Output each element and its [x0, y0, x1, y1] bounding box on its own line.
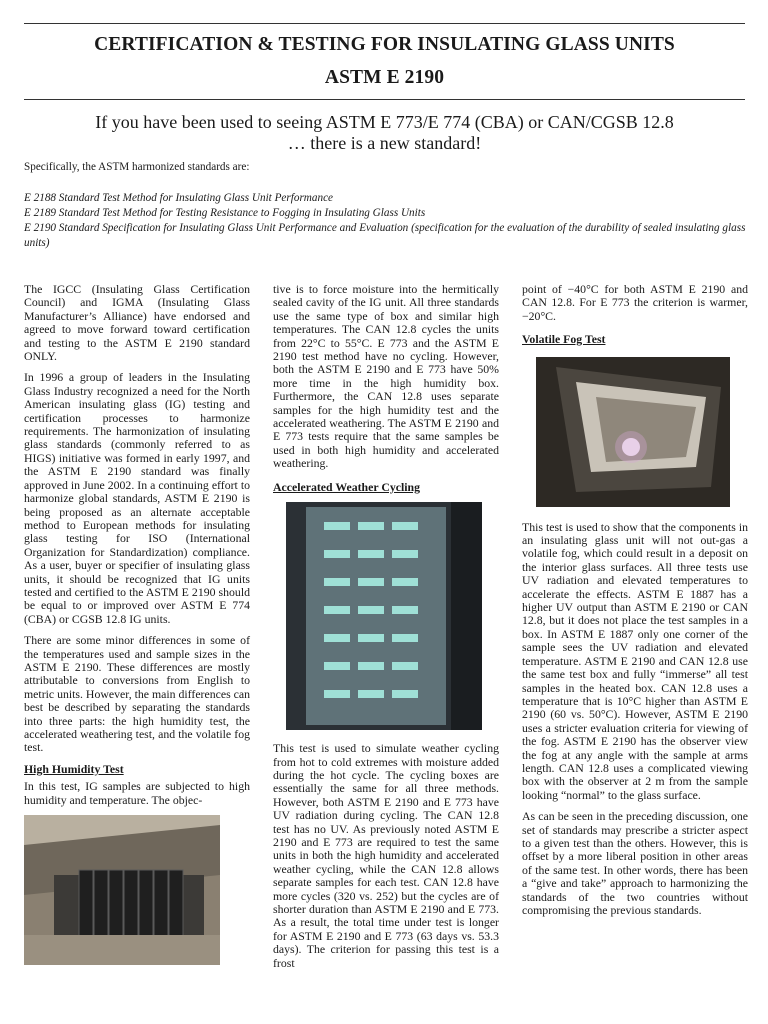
col2-paragraph-1: tive is to force moisture into the hermitically sealed cavity of the IG unit. All three standards use the same type of box and similar high temperatures. The CAN 12.8 cycles the units from 22°C to 55°C. E 773 and the ASTM E 2190 test method have no cycling. However, both the ASTM E 2190 and E 773 have 50% more time in the high humidity box. Furthermore, the CAN 12.8 uses separate samples for the high humidity test and the accelerated weathering. The ASTM E 2190 and E 773 tests require that the same samples be used in both high humidity and accelerated weathering.	[273, 282, 499, 471]
col3-paragraph-1: point of −40°C for both ASTM E 2190 and CAN 12.8. For E 773 the criterion is warmer, −20°C.	[522, 282, 748, 323]
weather-cycling-image	[286, 502, 482, 730]
col3-paragraph-3: As can be seen in the preceding discussion, one set of standards may prescribe a stricter aspect to a given test than the others. However, this is offset by a more liberal position in other areas of the same test. In other words, there has been a “give and take” approach to harmonizing the standards of the two countries without compromising the previous standards.	[522, 809, 748, 917]
tagline-line-2: … there is a new standard!	[287, 133, 482, 153]
high-humidity-chamber-photo	[24, 815, 220, 965]
heading-volatile-fog: Volatile Fog Test	[522, 332, 606, 347]
tagline-line-1: If you have been used to seeing ASTM E 773/E 774 (CBA) or CAN/CGSB 12.8	[95, 112, 674, 132]
page-subtitle-standard: ASTM E 2190	[324, 67, 445, 88]
weather-cycling-photo	[286, 502, 482, 730]
page-title: CERTIFICATION & TESTING FOR INSULATING GLASS UNITS	[94, 34, 675, 55]
humidity-chamber-image	[24, 815, 220, 965]
standards-list	[24, 191, 752, 251]
col1-paragraph-1: The IGCC (Insulating Glass Certification Council) and IGMA (Insulating Glass Manufacturer’s Alliance) have endorsed and agreed to move forward toward certification and testing to the ASTM E 2190 standard ONLY.	[24, 282, 250, 364]
column-1	[24, 283, 250, 965]
col1-paragraph-2: In 1996 a group of leaders in the Insulating Glass Industry recognized a need for the North American insulating glass (IG) testing and certification processes to harmonize requirements. The harmonization of insulating glass standards (commonly referred to as HIGS) initiative was formed in early 1997, and the ASTM E 2190 standard was finally approved in June 2002. In a continuing effort to harmonize global standards, ASTM E 2190 is being proposed as an alternate acceptable method to European methods for insulating glass testing for ISO (International Organization for Standardization) compliance. As a user, buyer or specifier of insulating glass units, it should be recognized that IG units tested and certified to the ASTM E 2190 should be equal to or improved over ASTM E 774 (CBA) or CGSB 12.8 IG units.	[24, 370, 250, 626]
standard-e2190: E 2190 Standard Specification for Insulating Glass Unit Performance and Evaluation (specification for the evaluation of the durability of sealed insulating glass units)	[24, 222, 746, 249]
standard-e2188: E 2188 Standard Test Method for Insulating Glass Unit Performance	[24, 192, 333, 204]
fog-test-box-image	[536, 357, 730, 507]
col3-paragraph-2: This test is used to show that the components in an insulating glass unit will not out-gas a volatile fog, which could result in a deposit on the interior glass surfaces. All three tests use UV radiation and elevated temperatures to accelerate the effects. ASTM E 1887 has a higher UV output than ASTM E 2190 or CAN 12.8, but it does not place the test samples in a box. In ASTM E 1887 only one corner of the sample sees the UV radiation and elevated temperature. ASTM E 2190 and CAN 12.8 use the same test box and fully “immerse” all test samples in the heated box. CAN 12.8 uses a temperature that is 10°C higher than ASTM E 2190 (60 vs. 50°C). However, ASTM E 2190 uses a stricter evaluation criteria for viewing of the fog. ASTM E 2190 has the observer view the fog at any angle with the sample at arms length. CAN 12.8 uses a complicated viewing box with the observer at 2 m from the sample looking “normal” to the glass surface.	[522, 519, 748, 802]
column-2	[273, 283, 499, 978]
col1-paragraph-4: In this test, IG samples are subjected to high humidity and temperature. The objec-	[24, 779, 250, 807]
col2-paragraph-2: This test is used to simulate weather cycling from hot to cold extremes with moisture added during the hot cycle. The cycling boxes are essentially the same for all three methods. However, both ASTM E 2190 and E 773 have UV radiation during cycling. The CAN 12.8 test has no UV. As previously noted ASTM E 2190 and E 773 are required to test the same units in both the high humidity and accelerated weather cycling, while the CAN 12.8 allows separate samples for each test. CAN 12.8 have more cycles (320 vs. 252) but the cycles are of shorter duration than ASTM E 2190 and E 773. As a result, the total time under test is longer for ASTM E 2190 and E 773 (63 days vs. 53.3 days). The criterion for passing this test is a frost	[273, 741, 499, 970]
standard-e2189: E 2189 Standard Test Method for Testing Resistance to Fogging in Insulating Glass Units	[24, 207, 426, 219]
fog-test-box-photo	[536, 357, 730, 507]
intro-text: Specifically, the ASTM harmonized standards are:	[24, 161, 250, 173]
column-3	[522, 283, 748, 925]
col1-paragraph-3: There are some minor differences in some of the temperatures used and sample sizes in the ASTM E 2190. These differences are mostly attributable to conversions from English to metric units. However, the main differences can best be described by separating the standards into three parts: the high humidity test, the accelerated weathering test, and the volatile fog test.	[24, 633, 250, 755]
heading-accelerated-weather: Accelerated Weather Cycling	[273, 479, 420, 494]
header-bottom-rule	[24, 99, 745, 100]
heading-high-humidity: High Humidity Test	[24, 761, 124, 776]
top-rule	[24, 23, 745, 24]
